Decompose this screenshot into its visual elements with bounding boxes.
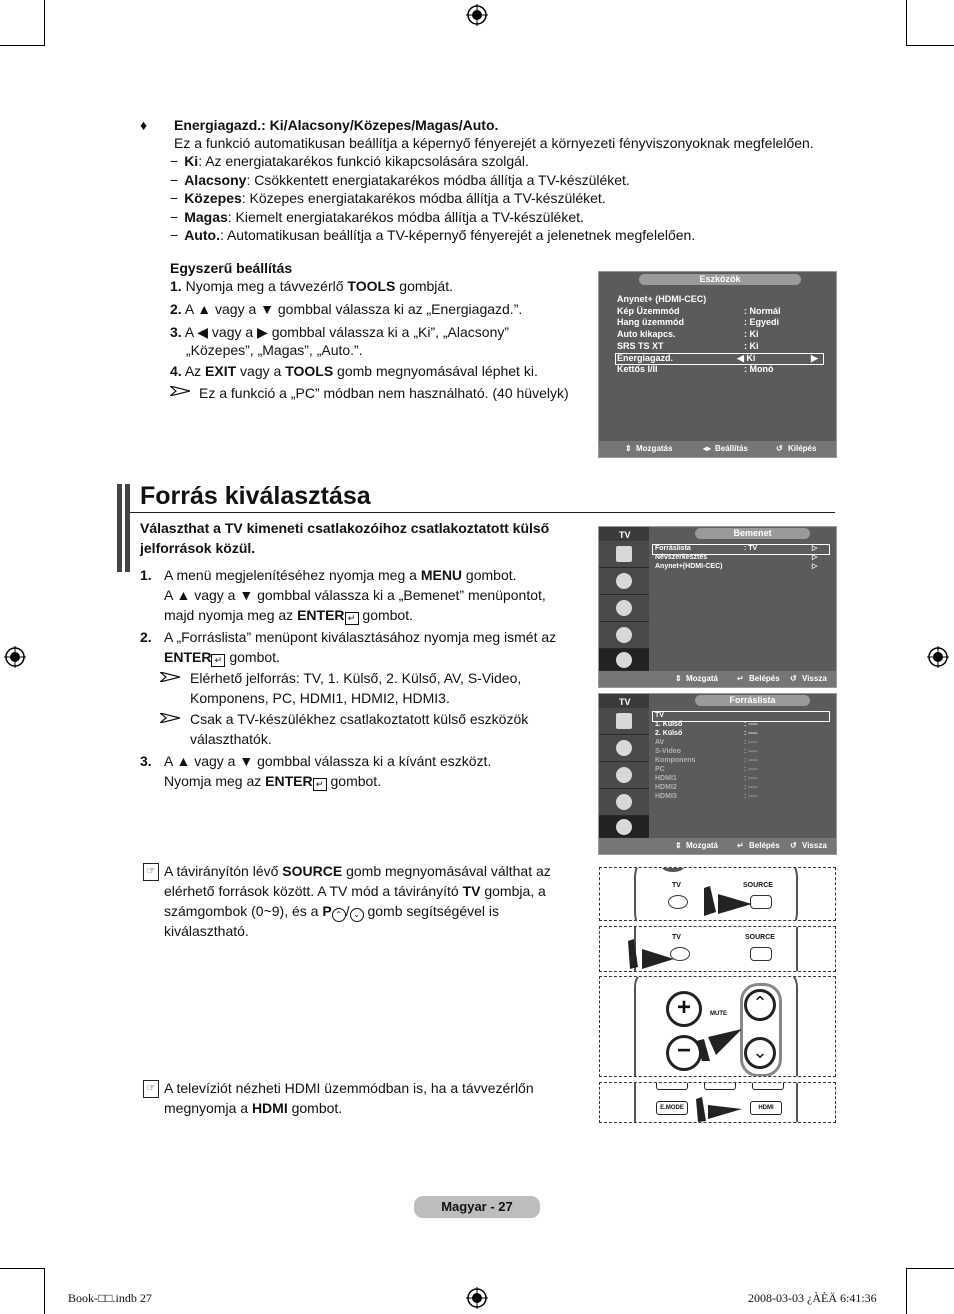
source-step-2-cont: ENTER ↵ gombot. xyxy=(164,649,280,665)
picture-icon xyxy=(616,546,632,562)
tools-menu-item: Hang üzemmód xyxy=(617,317,685,328)
energy-option: − Ki: Az energiatakarékos funkció kikapcsolására szolgál. xyxy=(170,153,529,169)
channel-down-icon: ⌄ xyxy=(744,1037,776,1069)
remote-button xyxy=(656,1082,688,1090)
source-menu-item: AV xyxy=(655,739,665,746)
remote-channel-illustration xyxy=(599,976,836,1077)
input-icon xyxy=(616,819,632,835)
print-timestamp: 2008-03-03 ¿ÀÈÄ 6:41:36 xyxy=(748,1291,877,1305)
section-intro-cont: jelforrások közül. xyxy=(140,540,256,556)
adjust-icon: ◂▸ xyxy=(703,444,712,453)
tools-menu-value: : Normál xyxy=(744,305,781,316)
source-step-1: A menü megjelenítéséhez nyomja meg a MENU gombot. xyxy=(164,567,517,583)
note-arrow-icon xyxy=(160,672,180,682)
sound-tab xyxy=(599,568,649,595)
channel-tab xyxy=(599,762,649,789)
source-menu-item: HDMI2 xyxy=(655,784,677,791)
source-menu-value: : ---- xyxy=(744,739,758,746)
source-button-note-cont2: számgombok (0~9), és a P ⌃ / ⌄ gomb segítségével is xyxy=(164,902,499,922)
hdmi-note: A televíziót nézheti HDMI üzemmódban is, ha a távvezérlőn xyxy=(164,1080,534,1096)
input-menu-screenshot xyxy=(598,526,837,688)
note-arrow-icon xyxy=(160,713,180,723)
source-button-note-cont: elérhető források között. A TV mód a távirányító TV gombja, a xyxy=(164,883,546,899)
crop-mark xyxy=(907,1268,954,1269)
source-menu-value: : ---- xyxy=(744,784,758,791)
source-menu-item: Komponens xyxy=(655,757,696,764)
easy-step-1: 1. Nyomja meg a távvezérlő TOOLS gombját. xyxy=(170,278,453,294)
satellite-icon xyxy=(616,767,632,783)
pointer-arrow-icon xyxy=(704,886,754,918)
energy-option: − Közepes: Közepes energiatakarékos módba állítja a TV-készüléket. xyxy=(170,190,606,206)
crop-mark xyxy=(44,0,45,46)
source-step-3-cont: Nyomja meg az ENTER ↵ gombot. xyxy=(164,773,382,789)
source-button-label: SOURCE xyxy=(743,882,773,889)
source-menu-item: S-Video xyxy=(655,748,681,755)
input-menu-item: Anynet+(HDMI-CEC) xyxy=(655,563,723,570)
source-menu-value: : ---- xyxy=(744,793,758,800)
source-menu-item: TV xyxy=(655,712,664,719)
note-arrow-icon xyxy=(170,386,190,396)
source-note-2: Csak a TV-készülékhez csatlakoztatott külső eszközök xyxy=(190,711,529,727)
source-menu-value: : ---- xyxy=(744,757,758,764)
picture-tab xyxy=(599,708,649,735)
easy-step-3: 3. A ◀ vagy a ▶ gombbal válassza ki a „Ki”, „Alacsony” xyxy=(170,324,510,340)
source-note-2-cont: választhatók. xyxy=(190,731,272,747)
section-bar xyxy=(117,484,122,572)
step-num: 3. xyxy=(140,753,152,769)
input-menu-value: : TV xyxy=(744,545,758,552)
move-icon: ⇕ xyxy=(625,444,632,453)
source-menu-item: PC xyxy=(655,766,665,773)
source-step-1-cont: A ▲ vagy a ▼ gombbal válassza ki a „Bemenet” menüpontot, xyxy=(164,587,546,603)
registration-mark-icon xyxy=(466,4,488,26)
energy-option: − Auto.: Automatikusan beállítja a TV-képernyő fényerejét a jelenetnek megfelelően. xyxy=(170,227,696,243)
section-bar xyxy=(125,484,130,572)
crop-mark xyxy=(0,1268,44,1269)
easy-step-2: 2. A ▲ vagy a ▼ gombbal válassza ki az „Energiagazd.”. xyxy=(170,301,523,317)
tools-menu-value: : Egyedi xyxy=(744,317,780,328)
easy-setup-heading: Egyszerű beállítás xyxy=(170,260,293,276)
picture-icon xyxy=(616,713,632,729)
source-note-1: Elérhető jelforrás: TV, 1. Külső, 2. Külső, AV, S-Video, xyxy=(190,670,522,686)
sound-icon xyxy=(616,573,632,589)
input-tab xyxy=(599,649,649,671)
source-menu-item: HDMI3 xyxy=(655,793,677,800)
pointer-arrow-icon xyxy=(696,1095,746,1122)
source-button-label: SOURCE xyxy=(745,934,775,941)
energy-option: − Alacsony: Csökkentett energiatakarékos módba állítja a TV-készüléket. xyxy=(170,171,630,188)
exit-icon: ↺ xyxy=(776,444,783,453)
sidebar-tv-label: TV xyxy=(619,697,631,707)
tv-button xyxy=(668,895,688,909)
easy-step-3-cont: „Közepes”, „Magas”, „Auto.”. xyxy=(186,342,363,358)
tools-menu-value: : Ki xyxy=(744,340,759,351)
submenu-arrow-icon: ▷ xyxy=(812,545,818,552)
submenu-arrow-icon: ▷ xyxy=(812,554,818,561)
tools-menu-title: Eszközök xyxy=(639,274,801,285)
tools-menu-item: Kettős I/II xyxy=(617,364,658,375)
easy-step-4: 4. Az EXIT vagy a TOOLS gomb megnyomásával léphet ki. xyxy=(170,363,538,379)
section-title: Forrás kiválasztása xyxy=(140,482,371,510)
source-menu-value: : ---- xyxy=(744,721,758,728)
print-file-name: Book-□□.indb 27 xyxy=(68,1291,152,1305)
registration-mark-icon xyxy=(927,646,949,668)
remote-button xyxy=(704,1082,736,1090)
source-menu-item: HDMI1 xyxy=(655,775,677,782)
tools-menu-value: ◀ Ki xyxy=(737,352,756,363)
input-menu-footer: ⇕ Mozgatá ↵ Belépés ↺ Vissza xyxy=(599,671,836,687)
tools-menu-footer: ⇕ Mozgatás ◂▸ Beállítás ↺ Kilépés xyxy=(599,441,836,457)
input-menu-item: Forráslista xyxy=(655,545,691,552)
section-intro: Választhat a TV kimeneti csatlakozóihoz csatlakoztatott külső xyxy=(140,520,550,536)
gear-icon xyxy=(616,627,632,643)
enter-icon: ↵ xyxy=(737,841,744,850)
mute-label: MUTE xyxy=(710,1011,727,1017)
pointer-arrow-icon xyxy=(696,1021,746,1061)
tools-menu-value: : Ki xyxy=(744,329,759,340)
crop-mark xyxy=(44,1268,45,1314)
enter-icon: ↵ xyxy=(345,612,359,625)
sidebar-tv-label: TV xyxy=(619,530,631,540)
channel-up-icon: ⌃ xyxy=(332,908,346,922)
registration-mark-icon xyxy=(4,646,26,668)
hdmi-button: HDMI xyxy=(750,1101,782,1115)
setup-tab xyxy=(599,789,649,816)
sound-tab xyxy=(599,735,649,762)
input-menu-item: Névszerkesztés xyxy=(655,554,708,561)
source-button xyxy=(750,947,772,961)
sound-icon xyxy=(616,740,632,756)
energy-description: Ez a funkció automatikusan beállítja a képernyő fényerejét a környezeti fényviszonyoknak megfelelően. xyxy=(174,135,814,151)
easy-note: Ez a funkció a „PC” módban nem használható. (40 hüvelyk) xyxy=(199,385,569,401)
crop-mark xyxy=(907,45,954,46)
tools-menu-item: Energiagazd. xyxy=(617,352,674,363)
note-hand-icon: ☞ xyxy=(143,863,159,881)
move-icon: ⇕ xyxy=(675,674,682,683)
satellite-icon xyxy=(616,600,632,616)
tools-menu-item: Kép Üzemmód xyxy=(617,305,680,316)
source-menu-value: : ---- xyxy=(744,748,758,755)
tv-button-label: TV xyxy=(672,882,681,889)
source-step-3: A ▲ vagy a ▼ gombbal válassza ki a kívánt eszközt. xyxy=(164,753,492,769)
energy-option: − Magas: Kiemelt energiatakarékos módba állítja a TV-készüléket. xyxy=(170,208,584,225)
tools-menu-item: Anynet+ (HDMI-CEC) xyxy=(617,294,707,304)
tv-button-label: TV xyxy=(672,934,681,941)
bullet: ♦ xyxy=(140,117,148,133)
picture-tab xyxy=(599,541,649,568)
move-icon: ⇕ xyxy=(675,841,682,850)
source-list-menu-screenshot xyxy=(598,693,837,855)
source-menu-item: 1. Külső xyxy=(655,721,683,728)
enter-icon: ↵ xyxy=(313,778,327,791)
enter-icon: ↵ xyxy=(737,674,744,683)
crop-mark xyxy=(906,1268,907,1314)
note-hand-icon: ☞ xyxy=(143,1080,159,1098)
menu-sidebar xyxy=(599,527,649,670)
tools-menu-item: SRS TS XT xyxy=(617,340,664,351)
source-menu-item: 2. Külső xyxy=(655,730,683,737)
submenu-arrow-icon: ▷ xyxy=(812,563,818,570)
hdmi-note-cont: megnyomja a HDMI gombot. xyxy=(164,1100,343,1116)
menu-sidebar xyxy=(599,694,649,837)
source-menu-value: : ---- xyxy=(744,730,758,737)
emode-button: E.MODE xyxy=(656,1101,688,1115)
source-menu-footer: ⇕ Mozgatá ↵ Belépés ↺ Vissza xyxy=(599,838,836,854)
setup-tab xyxy=(599,622,649,649)
remote-source-illustration xyxy=(599,867,836,921)
input-icon xyxy=(616,652,632,668)
channel-down-icon: ⌄ xyxy=(350,908,364,922)
right-arrow-icon: ▶ xyxy=(811,352,818,363)
registration-mark-icon xyxy=(466,1287,488,1309)
source-step-2: A „Forráslista” menüpont kiválasztásához nyomja meg ismét az xyxy=(164,629,557,645)
source-menu-value: : ---- xyxy=(744,775,758,782)
source-button-note-cont3: kiválasztható. xyxy=(164,923,249,939)
return-icon: ↺ xyxy=(790,841,797,850)
energy-heading: Energiagazd.: Ki/Alacsony/Közepes/Magas/Auto. xyxy=(174,117,499,133)
step-num: 1. xyxy=(140,567,152,583)
step-num: 2. xyxy=(140,629,152,645)
remote-button xyxy=(752,1082,784,1090)
page-number-badge: Magyar - 27 xyxy=(414,1196,540,1218)
remote-tv-illustration xyxy=(599,926,836,972)
source-menu-title: Forráslista xyxy=(695,695,810,706)
channel-up-icon: ⌃ xyxy=(744,989,776,1021)
volume-up-button: + xyxy=(666,991,702,1027)
volume-down-button: − xyxy=(666,1035,702,1071)
section-rule xyxy=(130,512,835,513)
crop-mark xyxy=(0,45,44,46)
source-note-1-cont: Komponens, PC, HDMI1, HDMI2, HDMI3. xyxy=(190,690,450,706)
tools-menu-value: : Monó xyxy=(744,364,774,375)
input-tab xyxy=(599,816,649,838)
crop-mark xyxy=(906,0,907,46)
tools-menu-item: Auto kikapcs. xyxy=(617,329,676,340)
pointer-arrow-icon xyxy=(628,939,678,971)
source-step-1-cont2: majd nyomja meg az ENTER ↵ gombot. xyxy=(164,607,413,623)
input-menu-title: Bemenet xyxy=(695,528,810,539)
remote-hdmi-illustration xyxy=(599,1082,836,1123)
source-menu-value: : ---- xyxy=(744,766,758,773)
return-icon: ↺ xyxy=(790,674,797,683)
source-button-note: A távirányítón lévő SOURCE gomb megnyomásával válthat az xyxy=(164,863,551,879)
tools-menu-screenshot xyxy=(598,271,837,458)
channel-tab xyxy=(599,595,649,622)
enter-icon: ↵ xyxy=(211,654,225,667)
gear-icon xyxy=(616,794,632,810)
